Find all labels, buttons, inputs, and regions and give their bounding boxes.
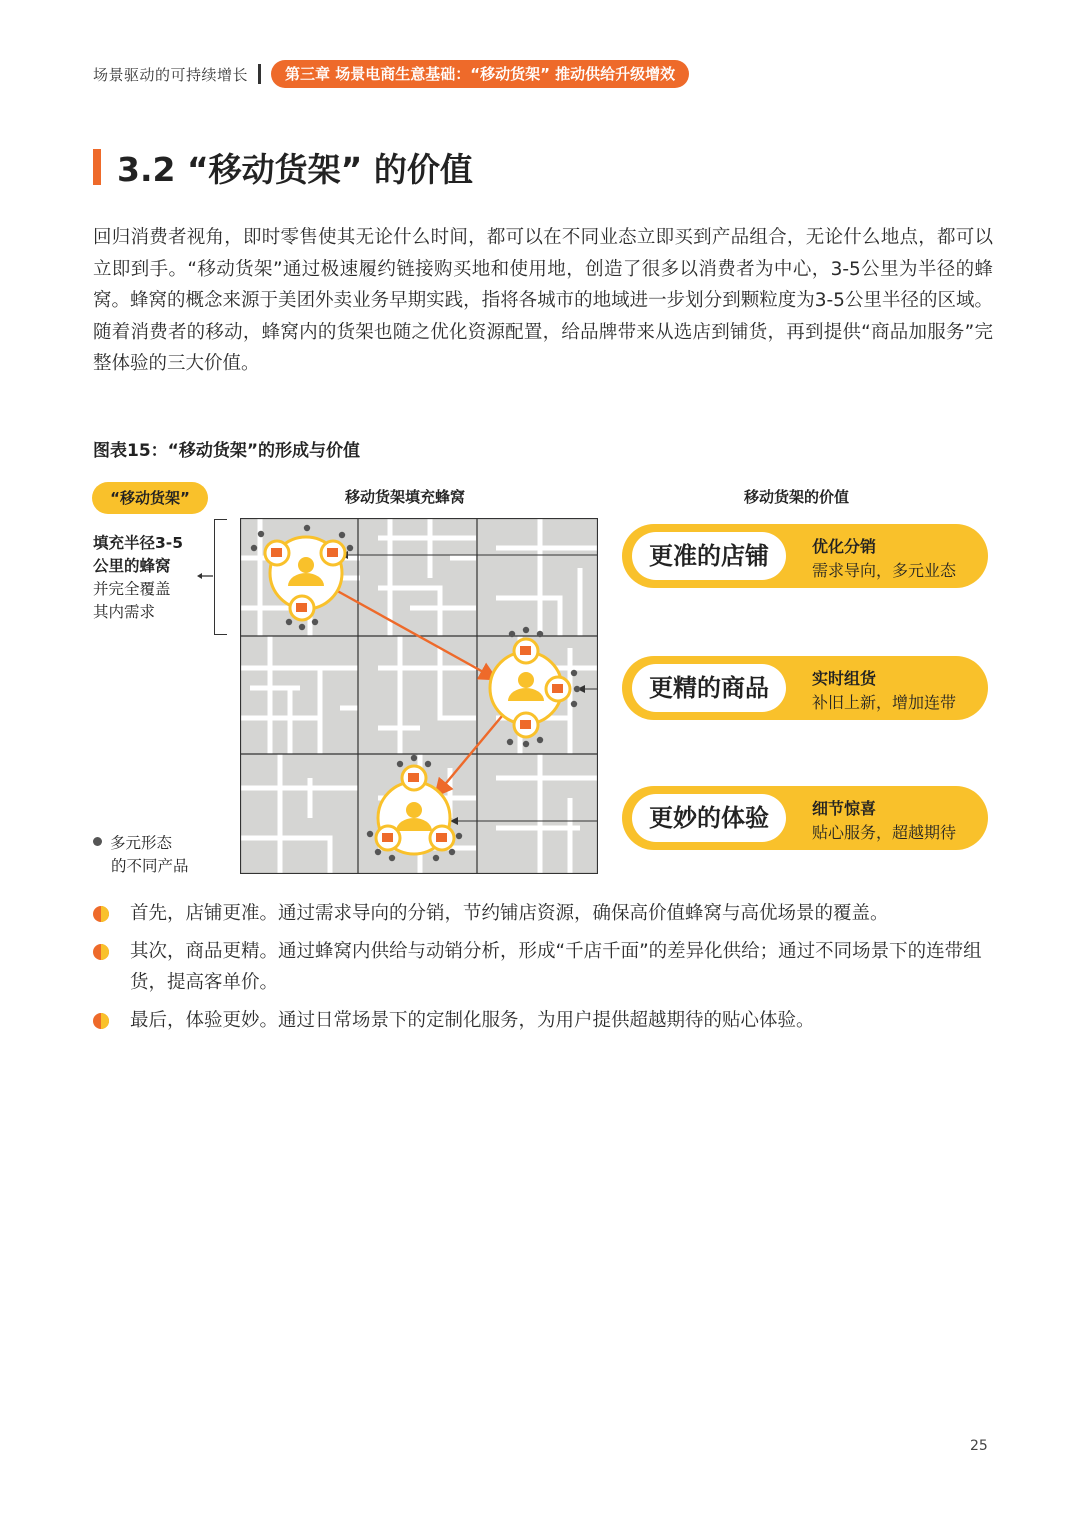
bullet-icon (93, 906, 109, 922)
page-header (93, 60, 689, 88)
bullet-item (93, 936, 993, 999)
figure-title: 图表15：“移动货架”的形成与价值 (93, 441, 361, 461)
bullet-list (93, 898, 993, 1042)
heading-accent-bar (93, 149, 101, 185)
hive-note (93, 532, 183, 624)
value-card-store (622, 524, 988, 588)
arrow-left-icon (197, 571, 213, 581)
report-title: 场景驱动的可持续增长 (93, 65, 249, 84)
bracket (214, 519, 227, 635)
hive-note-line1: 填充半径3-5 (93, 534, 184, 552)
mobile-shelf-label: “移动货架” (92, 482, 208, 514)
value-card-store-sub1: 优化分销 (812, 537, 877, 556)
value-card-product-title: 更精的商品 (632, 664, 786, 712)
intro-paragraph: 回归消费者视角，即时零售使其无论什么时间，都可以在不同业态立即买到产品组合，无论什么地点，都可以立即到手。“移动货架”通过极速履约链接购买地和使用地，创造了很多以消费者为中心，3-5公里为半径的蜂窝。蜂窝的概念来源于美团外卖业务早期实践，指将各城市的地域进一步划分到颗粒度为3-5公里半径的区域。随着消费者的移动，蜂窝内的货架也随之优化资源配置，给品牌带来从选店到铺货，再到提供“商品加服务”完整体验的三大价值。 (93, 227, 993, 374)
hive-note-line4: 其内需求 (93, 603, 156, 621)
chapter-badge: 第三章 场景电商生意基础：“移动货架” 推动供给升级增效 (271, 60, 689, 88)
value-card-store-sub2: 需求导向，多元业态 (812, 561, 957, 580)
bullet-text: 最后，体验更妙。通过日常场景下的定制化服务，为用户提供超越期待的贴心体验。 (130, 1009, 815, 1031)
bullet-item (93, 1005, 993, 1037)
legend (93, 832, 189, 878)
section-heading (93, 145, 473, 189)
legend-dot-icon (93, 837, 102, 846)
page-number: 25 (970, 1438, 988, 1454)
hive-map (240, 518, 598, 874)
value-card-store-title: 更准的店铺 (632, 532, 786, 580)
value-card-product-sub2: 补旧上新，增加连带 (812, 693, 957, 712)
value-card-experience (622, 786, 988, 850)
value-column-heading: 移动货架的价值 (744, 488, 850, 506)
hive-note-line2: 公里的蜂窝 (93, 557, 171, 575)
value-card-product (622, 656, 988, 720)
hive-note-line3: 并完全覆盖 (93, 580, 171, 598)
value-card-experience-title: 更妙的体验 (632, 794, 786, 842)
map-column-heading: 移动货架填充蜂窝 (345, 488, 466, 506)
legend-line2: 的不同产品 (111, 857, 189, 875)
legend-line1: 多元形态 (110, 834, 173, 852)
bullet-text: 其次，商品更精。通过蜂窝内供给与动销分析，形成“千店千面”的差异化供给；通过不同场景下的连带组货，提高客单价。 (130, 940, 982, 993)
bullet-icon (93, 1013, 109, 1029)
header-separator (258, 64, 261, 84)
value-card-product-sub1: 实时组货 (812, 669, 877, 688)
bullet-text: 首先，店铺更准。通过需求导向的分销，节约铺店资源，确保高价值蜂窝与高优场景的覆盖。 (130, 903, 889, 924)
value-card-experience-sub2: 贴心服务，超越期待 (812, 823, 957, 842)
bullet-item (93, 898, 993, 930)
value-card-experience-sub1: 细节惊喜 (812, 799, 877, 818)
bullet-icon (93, 944, 109, 960)
section-title: 3.2 “移动货架” 的价值 (117, 149, 473, 189)
